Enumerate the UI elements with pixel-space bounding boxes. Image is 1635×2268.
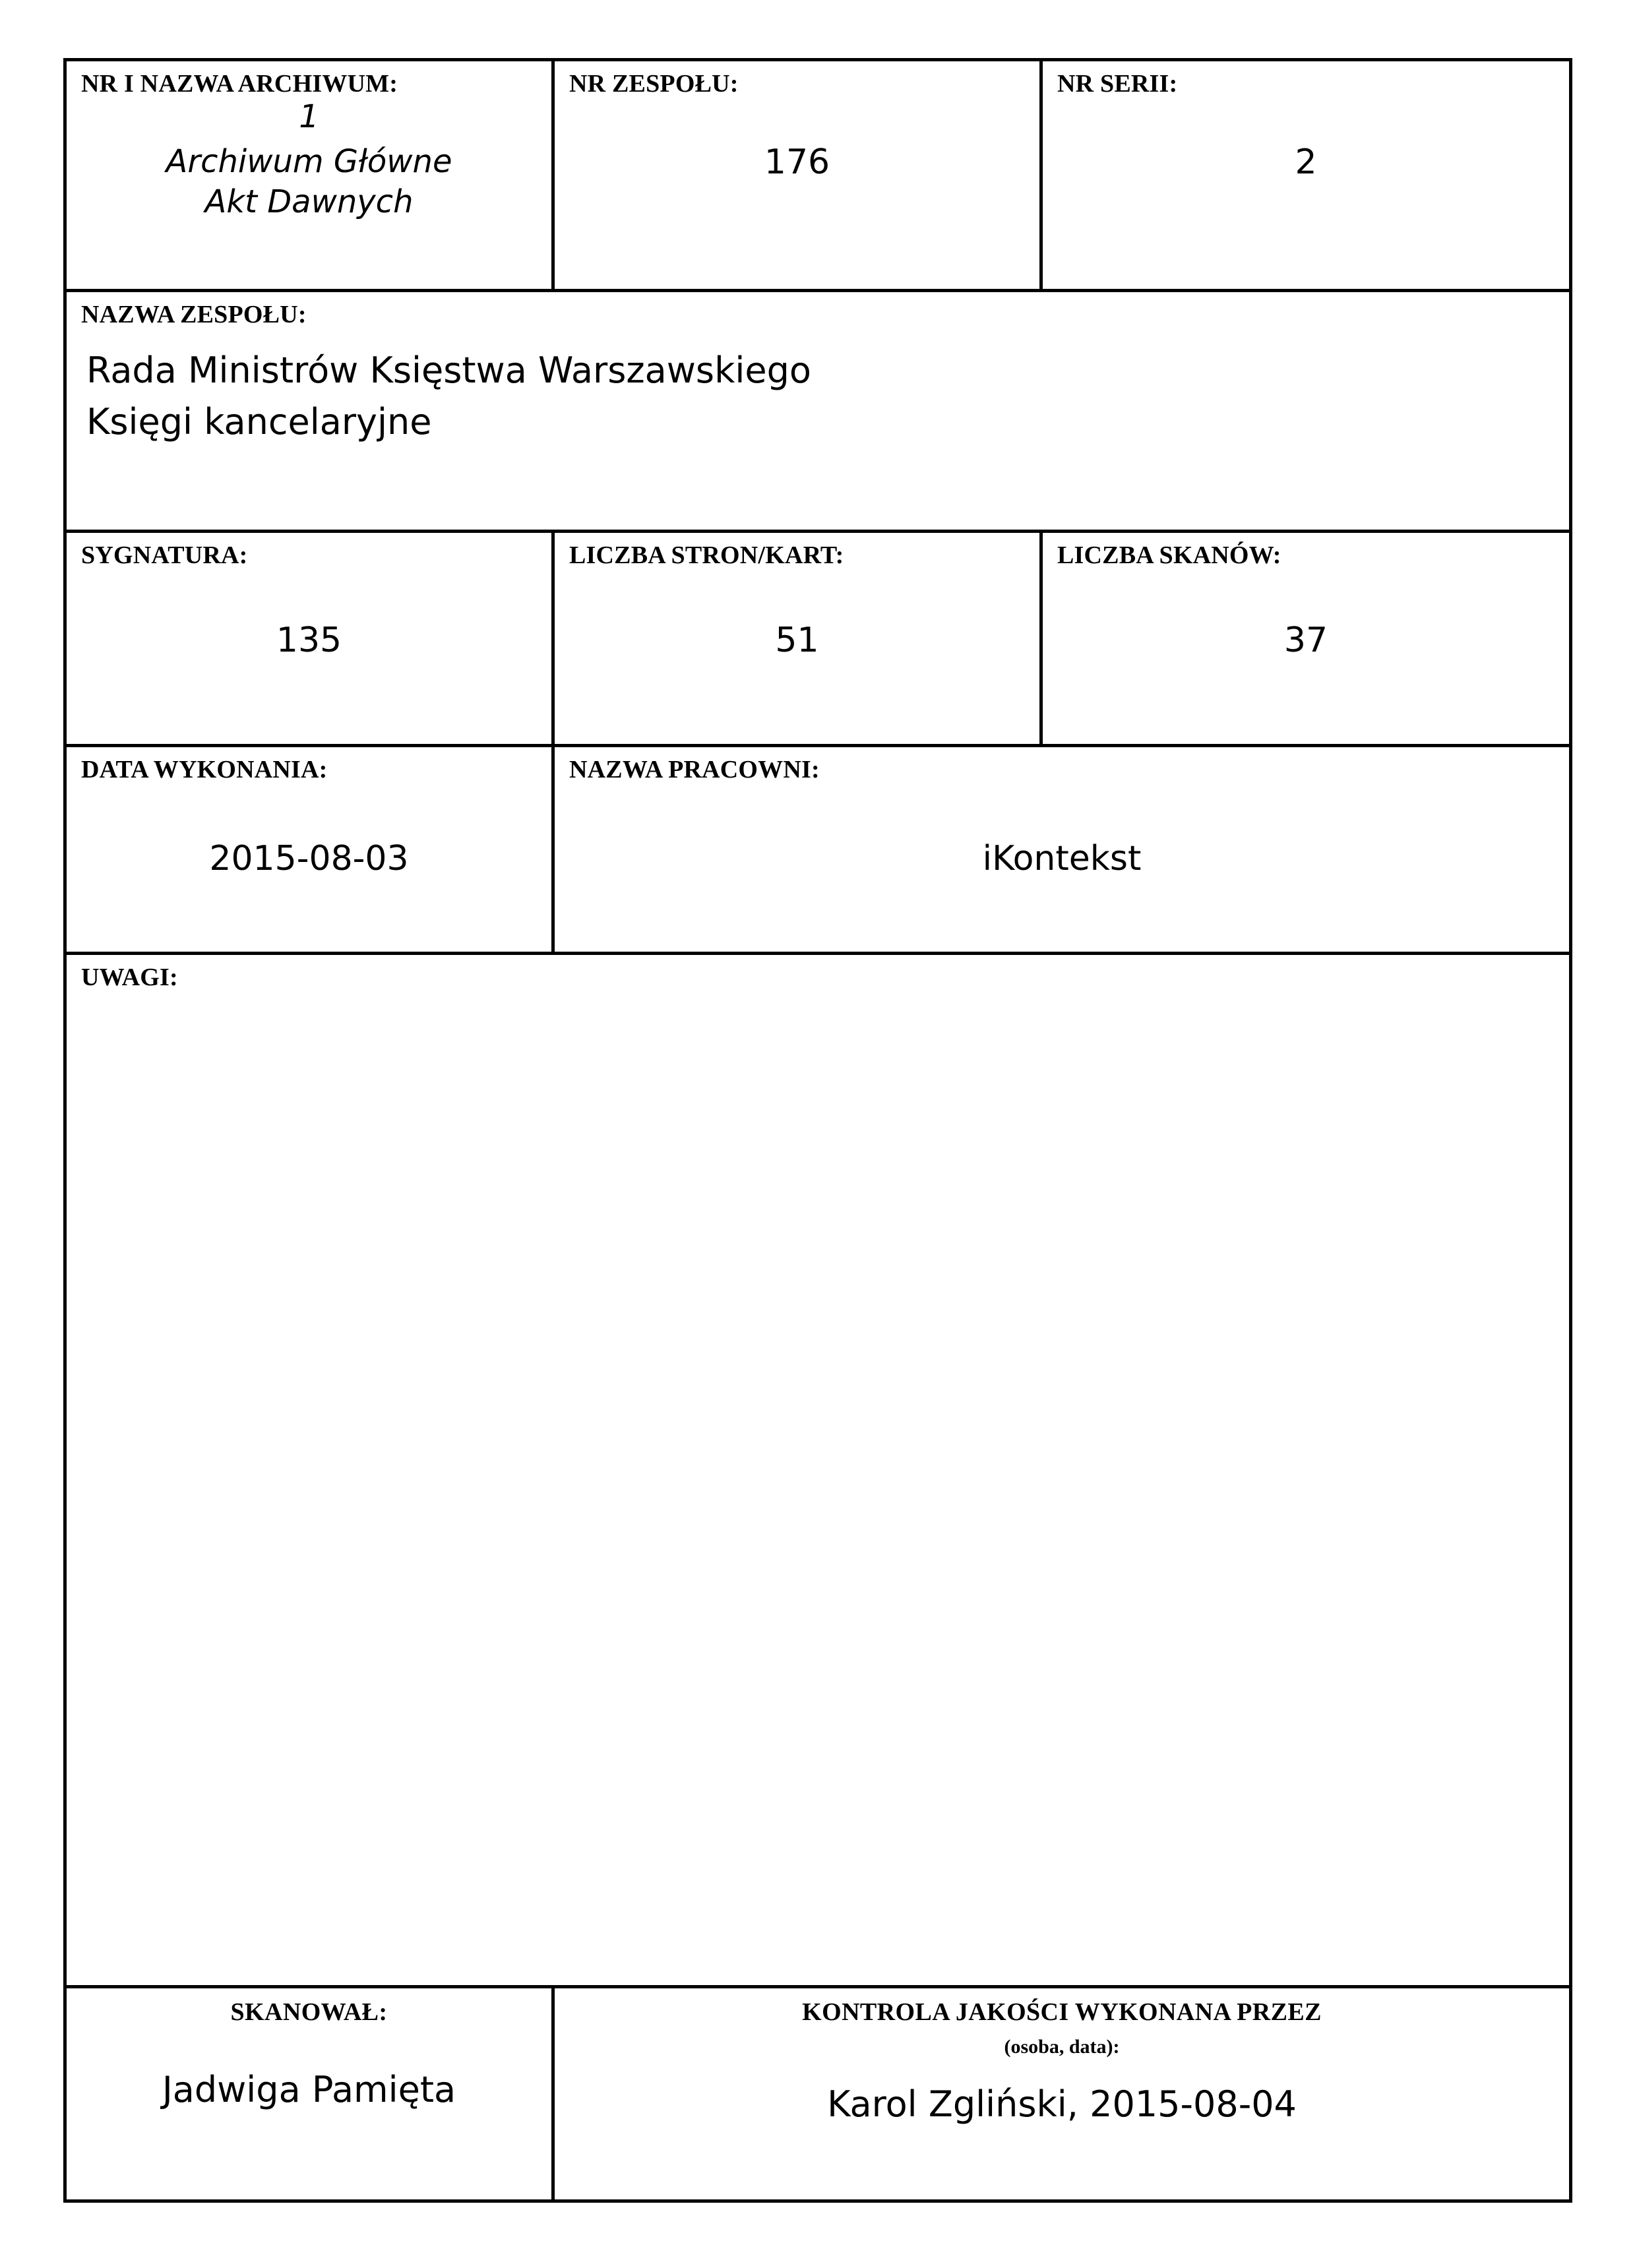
series-number-label: NR SERII: xyxy=(1057,70,1178,98)
scans-count-cell xyxy=(1043,533,1569,744)
archive-label: NR I NAZWA ARCHIWUM: xyxy=(81,70,398,98)
signature-label: SYGNATURA: xyxy=(81,541,248,569)
form-row-archive xyxy=(67,61,1569,292)
workshop-cell xyxy=(555,747,1569,952)
fonds-name-line2: Księgi kancelaryjne xyxy=(86,401,432,443)
quality-control-value: Karol Zgliński, 2015-08-04 xyxy=(827,2083,1297,2125)
scan-metadata-form xyxy=(63,58,1572,2203)
form-row-counts xyxy=(67,533,1569,747)
workshop-value: iKontekst xyxy=(982,838,1142,878)
archive-name-line1: Archiwum Główne xyxy=(166,142,452,180)
fonds-number-label: NR ZESPOŁU: xyxy=(569,70,739,98)
scanned-by-value: Jadwiga Pamięta xyxy=(162,2069,456,2110)
execution-date-value: 2015-08-03 xyxy=(209,838,409,878)
pages-count-cell xyxy=(555,533,1043,744)
scans-count-value: 37 xyxy=(1283,620,1328,660)
signature-cell xyxy=(67,533,555,744)
quality-control-cell xyxy=(555,1988,1569,2199)
form-row-fonds-name xyxy=(67,292,1569,533)
remarks-label: UWAGI: xyxy=(81,964,178,991)
form-row-date-workshop xyxy=(67,747,1569,955)
pages-count-value: 51 xyxy=(775,620,819,660)
scans-count-label: LICZBA SKANÓW: xyxy=(1057,541,1281,569)
archive-number-value: 1 xyxy=(299,98,319,135)
pages-count-label: LICZBA STRON/KART: xyxy=(569,541,844,569)
remarks-cell xyxy=(67,955,1569,1985)
scanned-by-cell xyxy=(67,1988,555,2199)
quality-control-label: KONTROLA JAKOŚCI WYKONANA PRZEZ xyxy=(802,1998,1322,2026)
signature-value: 135 xyxy=(276,620,342,660)
fonds-number-value: 176 xyxy=(764,142,830,182)
fonds-name-cell xyxy=(67,292,1569,530)
execution-date-label: DATA WYKONANIA: xyxy=(81,756,328,783)
archive-name-line2: Akt Dawnych xyxy=(204,183,414,221)
form-row-signatures xyxy=(67,1988,1569,2199)
fonds-name-label: NAZWA ZESPOŁU: xyxy=(81,301,307,328)
execution-date-cell xyxy=(67,747,555,952)
series-number-cell xyxy=(1043,61,1569,289)
series-number-value: 2 xyxy=(1295,142,1317,182)
scanned-by-label: SKANOWAŁ: xyxy=(230,1998,388,2026)
archive-cell xyxy=(67,61,555,289)
quality-control-sublabel: (osoba, data): xyxy=(1004,2036,1120,2058)
fonds-number-cell xyxy=(555,61,1043,289)
form-row-remarks xyxy=(67,955,1569,1988)
fonds-name-line1: Rada Ministrów Księstwa Warszawskiego xyxy=(86,349,811,391)
workshop-label: NAZWA PRACOWNI: xyxy=(569,756,820,783)
